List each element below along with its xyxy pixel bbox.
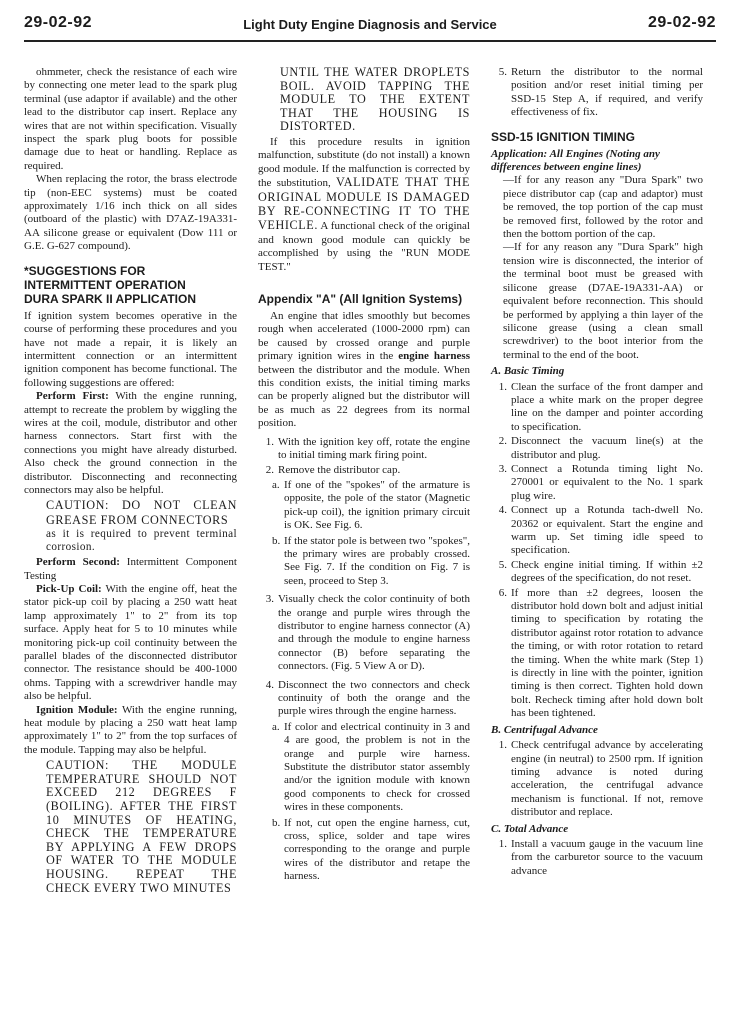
caps-text: VALIDATE THAT THE ORIGINAL MODULE IS DAMAGED BY RE-CONNECTING IT TO THE VEHICLE. (258, 175, 471, 233)
paragraph: —If for any reason any "Dura Spark" two piece distributor cap (cap and adaptor) must be removed, the top portion of the cap must be removed first, followed by the rotor and then the bottom portion of the cap. (503, 174, 703, 241)
heading-line: DURA SPARK II APPLICATION (24, 291, 197, 306)
running-title: Light Duty Engine Diagnosis and Service (243, 17, 497, 32)
item-text: If not, cut open the engine harness, cut, cross, splice, solder and tape wires corresponding to the orange and purple wires of the distributor and retape the harness. (284, 816, 470, 883)
item-text: Connect up a Rotunda tach-dwell No. 20362 or equivalent. Start the engine and warm up. Set timing idle speed to specification. (511, 504, 703, 557)
sub-item (272, 535, 470, 589)
list-item (491, 463, 703, 503)
item-text: Check centrifugal advance by accelerating engine (in neutral) to 2500 rpm. If ignition timing advance is noted during acceleration, the centrifugal advance mechanism is functional. If not, remove distributor and replace. (511, 739, 703, 819)
subheading-total-advance: C. Total Advance (491, 822, 569, 835)
item-text: If one of the "spokes" of the armature is opposite, the pole of the stator (Magnetic pick-up coil), the ignition primary circuit is OK. See Fig. 6. (284, 478, 470, 532)
item-text: Connect a Rotunda timing light No. 270001 or equivalent to the No. 1 spark plug wire. (511, 462, 703, 502)
paragraph (258, 310, 470, 431)
item-number: 5. (498, 558, 507, 571)
paragraph (258, 136, 470, 274)
caution-caps: CAUTION: DO NOT CLEAN GREASE FROM CONNECTORS (46, 498, 237, 527)
item-number: 4. (498, 504, 507, 517)
item-number: 6. (498, 586, 507, 599)
item-number: 2. (265, 463, 274, 476)
caution-text: as it is required to prevent terminal corrosion. (46, 527, 237, 553)
item-letter: b. (272, 816, 281, 829)
paragraph: When replacing the rotor, the brass electrode tip (non-EEC systems) must be coated approximately 1/16 inch thick on all sides (outboard of the plastic) with D7AZ-19A331-AA silicone grease or equivalent (Dow 111 or G.E. G-627 compound). (24, 173, 237, 253)
list-item (258, 464, 470, 477)
item-number: 1. (265, 435, 274, 448)
sub-item (272, 817, 470, 884)
list-item (258, 679, 470, 719)
list-item (258, 436, 470, 463)
subheading-centrifugal-advance: B. Centrifugal Advance (491, 723, 598, 736)
list-item (491, 435, 703, 462)
run-in-label: Perform Second: (36, 556, 120, 569)
list-item (491, 66, 703, 120)
list-item (491, 838, 703, 878)
page-number-left: 29-02-92 (24, 14, 93, 31)
list-item (491, 381, 703, 435)
paragraph: —If for any reason any "Dura Spark" high tension wire is disconnected, the interior of the terminal boot must be greased with silicone grease (D7AE-19A331-AA) or equivalent before reconnection. This should be performed by applying a thin layer of the silicone grease (using a clean small screwdriver) to the boot interior from the terminal to the end of the boot. (503, 241, 703, 361)
item-text: Check engine initial timing. If within ±2 degrees of the specification, do not reset. (511, 558, 703, 585)
paragraph-text: A functional check of the original and known good module can quickly be accomplished by using the "RUN MODE TEST." (258, 220, 470, 273)
column-middle (258, 66, 470, 886)
item-text: Remove the distributor cap. (278, 463, 401, 476)
paragraph-text: An engine that idles smoothly but becomes rough when accelerated (1000-2000 rpm) can be caused by crossed orange and purple primary ignition wires in the (258, 310, 470, 363)
page-header (24, 14, 716, 42)
paragraph-text: Intermittent Component Testing (24, 556, 237, 582)
perform-first-paragraph (24, 390, 237, 497)
item-number: 1. (498, 380, 507, 393)
section-heading-appendix: Appendix "A" (All Ignition Systems) (258, 292, 463, 307)
run-in-label: Ignition Module: (36, 703, 118, 716)
item-text: Clean the surface of the front damper and place a white mark on the proper degree line on the damper and pointer according to specification. (511, 380, 703, 433)
item-text: Visually check the color continuity of both the orange and purple wires through the distributor to engine harness connector (A) and through the module to engine harness connector (B) before separating the connectors. (Fig. 5 View A or D). (278, 593, 470, 673)
bold-text: engine harness (398, 350, 470, 363)
perform-second-paragraph (24, 556, 237, 583)
item-number: 4. (265, 678, 274, 691)
item-text: With the ignition key off, rotate the engine to initial timing mark firing point. (278, 435, 470, 462)
item-text: If color and electrical continuity in 3 and 4 are good, the problem is not in the orange and purple wire harness. Substitute the distributor stator assembly and/or the ignition module with known good components to check for crossed wires in these components. (284, 720, 470, 814)
item-letter: b. (272, 534, 281, 547)
caution-note (46, 499, 237, 554)
item-text: Install a vacuum gauge in the vacuum line from the carburetor source to the vacuum advance (511, 837, 703, 877)
paragraph-text: With the engine running, heat module by placing a 250 watt heat lamp approximately 1" to 2" from the top surfaces of the module. Tapping may also be helpful. (24, 703, 237, 756)
sub-item (272, 721, 470, 815)
paragraph-text: With the engine off, heat the stator pick-up coil by placing a 250 watt heat lamp approximately 1" to 2" from its top surface. Apply heat for 5 to 10 minutes while monitoring pick-up coil continuity between the parallel blades of the disconnected distributor connector. The resistance should be 400-1000 ohms. Tapping with a screwdriver handle may also be helpful. (24, 583, 237, 703)
item-text: If the stator pole is between two "spokes", the primary wires are probably crossed. See Fig. 7. If the condition on Fig. 7 is seen, proceed to Step 3. (284, 534, 470, 587)
paragraph: If ignition system becomes operative in the course of performing these procedures and you have not made a repair, it is likely an intermittent connection or an intermittent ignition component has become functional. The following suggestions are offered: (24, 309, 237, 389)
ignition-module-paragraph (24, 704, 237, 758)
run-in-label: Perform First: (36, 390, 109, 403)
item-number: 5. (498, 66, 507, 78)
sub-item (272, 479, 470, 533)
list-item (258, 593, 470, 673)
paragraph: ohmmeter, check the resistance of each wire by connecting one meter lead to the spark plug terminal (use adaptor if available) and the other lead to the distributor cap insert. Replace any wires that are not within specification. Visually inspect the spark plug boots for possible damage due to heat or handling. Replace as required. (24, 66, 237, 172)
subheading-basic-timing: A. Basic Timing (491, 365, 565, 378)
item-number: 1. (498, 739, 507, 752)
item-text: Return the distributor to the normal position and/or reset initial timing per SSD-15 Step A, if required, and verify effectiveness of fix. (511, 66, 703, 119)
list-item (491, 504, 703, 558)
application-note: Application: All Engines (Noting any differences between engine lines) (491, 147, 660, 174)
item-letter: a. (272, 720, 280, 733)
list-item (491, 739, 703, 819)
heading-line: INTERMITTENT OPERATION (24, 277, 186, 292)
column-right (491, 66, 703, 879)
list-item (491, 559, 703, 586)
item-number: 3. (498, 462, 507, 475)
column-left (24, 66, 237, 897)
item-text: Disconnect the vacuum line(s) at the distributor and plug. (511, 435, 703, 461)
item-text: If more than ±2 degrees, loosen the distributor hold down bolt and adjust initial timing to specification by rotating the distributor against rotor rotation to advance the timing, or with rotor rotation to retard the timing. When the white mark (Step 1) is directly in line with the pointer, ignition timing is then correct. Tighten hold down bolt. Recheck timing after hold down bolt has been tightened. (511, 586, 703, 720)
section-heading-intermittent (24, 264, 237, 306)
caution-continued: UNTIL THE WATER DROPLETS BOIL. AVOID TAPPING THE MODULE TO THE EXTENT THAT THE HOUSING IS DISTORTED. (280, 65, 470, 134)
page-number-right: 29-02-92 (647, 14, 716, 31)
caution-note: CAUTION: THE MODULE TEMPERATURE SHOULD NOT EXCEED 212 DEGREES F (BOILING). AFTER THE FIRST 10 MINUTES OF HEATING, CHECK THE TEMPERATURE BY APPLYING A FEW DROPS OF WATER TO THE MODULE HOUSING. REPEAT THE CHECK EVERY TWO MINUTES (46, 758, 237, 895)
section-heading-timing: SSD-15 IGNITION TIMING (491, 129, 636, 144)
run-in-label: Pick-Up Coil: (36, 583, 102, 595)
item-number: 3. (265, 593, 274, 606)
item-letter: a. (272, 478, 280, 491)
paragraph-text: between the distributor and the module. When this condition exists, the initial timing marks can be properly aligned but the distributor will be as much as 22 degrees from its normal position. (258, 363, 470, 430)
heading-line: *SUGGESTIONS FOR (24, 263, 146, 278)
paragraph-text: With the engine running, attempt to recreate the problem by wiggling the wires at the coil, module, distributor and other harness connectors. Start first with the connections you might have already disturbed. Also check the ground connection in the distributor. Disconnecting and reconnecting connectors may also be helpful. (24, 390, 237, 496)
item-number: 1. (498, 837, 507, 850)
list-item (491, 587, 703, 721)
item-text: Disconnect the two connectors and check continuity of both the orange and the purple wires through the engine harness. (278, 678, 470, 718)
pickup-coil-paragraph (24, 583, 237, 704)
item-number: 2. (498, 435, 507, 448)
paragraph-text: If this procedure results in ignition malfunction, substitute (do not install) a known good module. If the malfunction is corrected by the substitution, (258, 135, 470, 190)
